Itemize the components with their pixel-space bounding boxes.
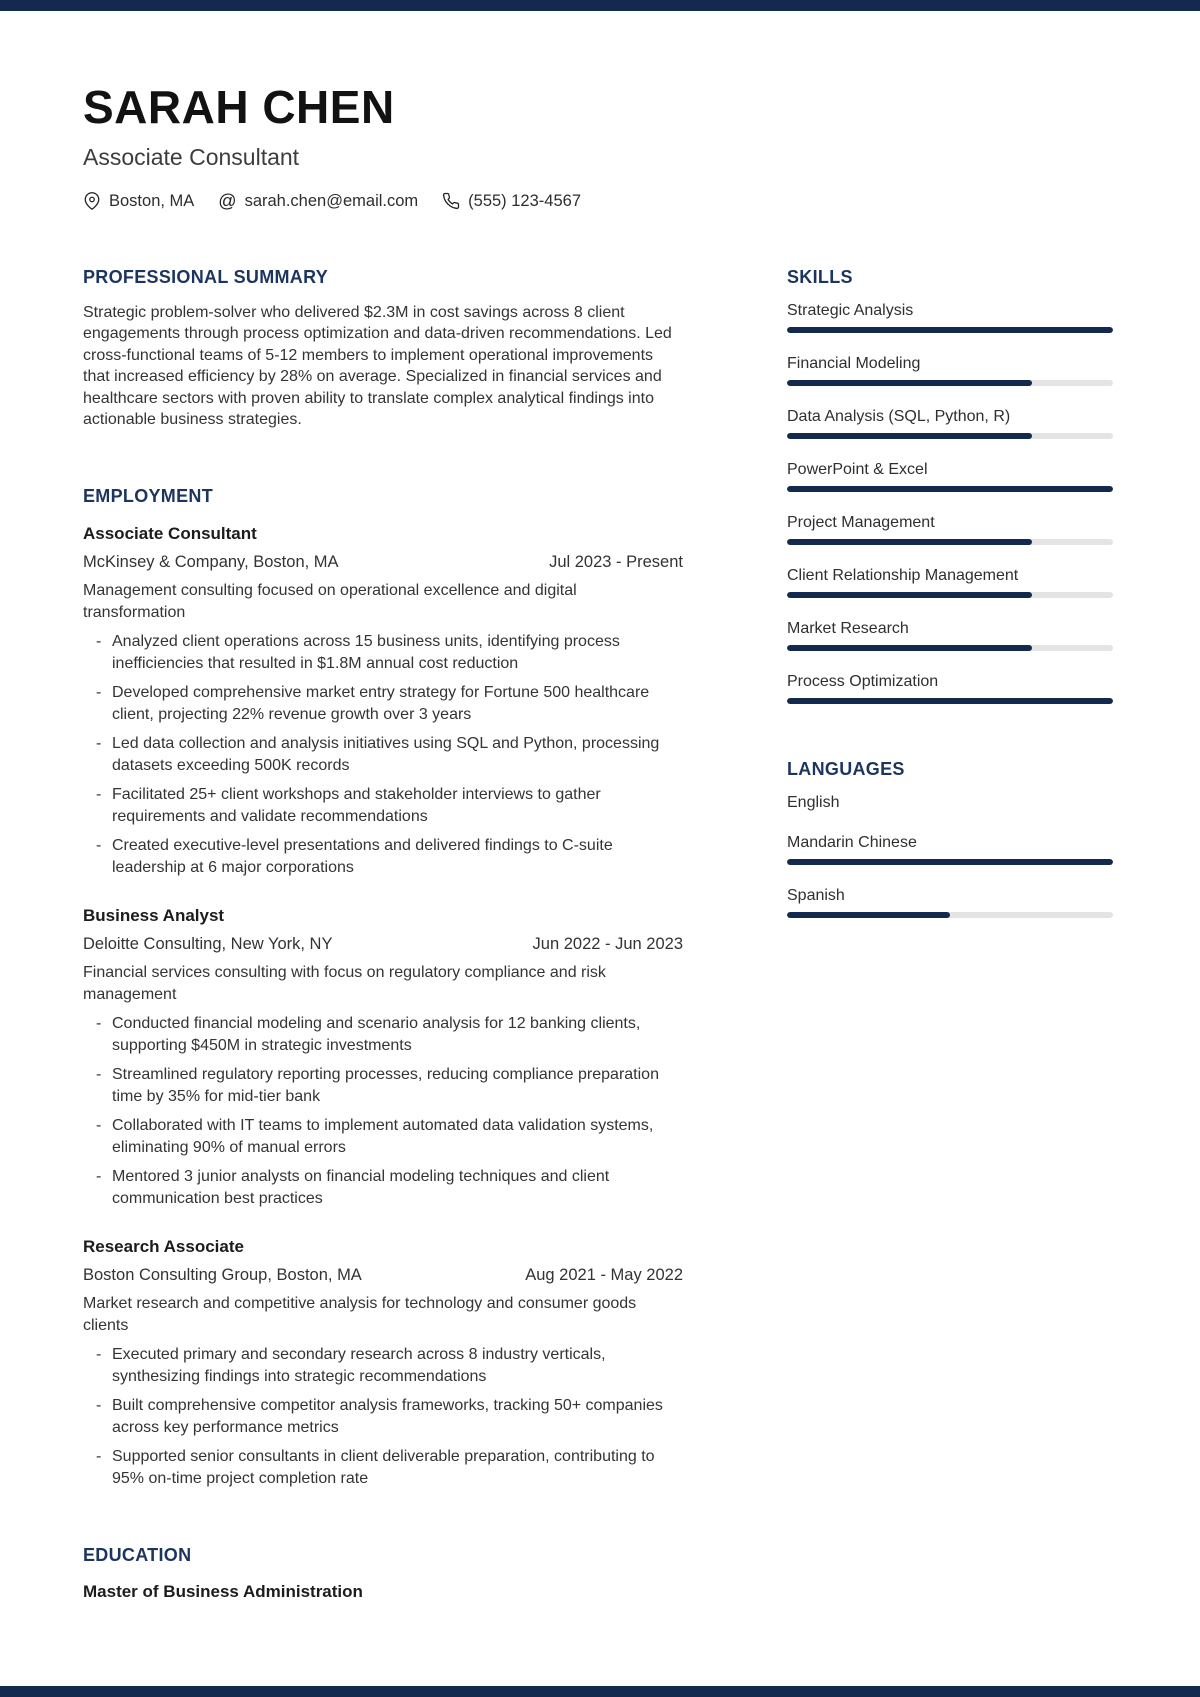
skill-item <box>787 355 1113 386</box>
skill-bar-fill <box>787 380 1032 386</box>
location-pin-icon <box>83 192 101 210</box>
skill-bar <box>787 698 1113 704</box>
skill-label: Process Optimization <box>787 672 939 690</box>
contact-phone-text: (555) 123-4567 <box>468 191 581 210</box>
top-accent-bar <box>0 0 1200 11</box>
job-title: Research Associate <box>83 1236 244 1256</box>
job-company: Boston Consulting Group, Boston, MA <box>83 1265 362 1284</box>
job-bullet-list <box>83 1344 683 1490</box>
skill-label: Project Management <box>787 513 935 531</box>
at-sign-icon: @ <box>218 191 237 212</box>
job-bullet: - Mentored 3 junior analysts on financial modeling techniques and client communication best practices <box>83 1166 683 1210</box>
summary-text: Strategic problem-solver who delivered $2.3M in cost savings across 8 client engagements through process optimization and data-driven recommendations. Led cross-functional teams of 5-12 members to implement operational improvements that increased efficiency by 28% on average. Specialized in financial services and healthcare sectors with proven ability to translate complex analytical findings into actionable business strategies. <box>83 303 672 429</box>
skill-label: Strategic Analysis <box>787 301 914 319</box>
job-dates: Jun 2022 - Jun 2023 <box>532 934 683 953</box>
job-bullet: - Facilitated 25+ client workshops and stakeholder interviews to gather requirements and validate recommendations <box>83 784 683 828</box>
job-bullet: - Supported senior consultants in client deliverable preparation, contributing to 95% on-time project completion rate <box>83 1446 683 1490</box>
skill-bar <box>787 645 1113 651</box>
job-bullet: - Analyzed client operations across 15 business units, identifying process inefficiencies that resulted in $1.8M annual cost reduction <box>83 631 683 675</box>
language-bar <box>787 859 1113 865</box>
job-title: Business Analyst <box>83 905 225 925</box>
language-label: Spanish <box>787 886 845 904</box>
skill-item <box>787 514 1113 545</box>
summary-section <box>83 267 683 431</box>
skill-bar-fill <box>787 327 1113 333</box>
main-column <box>83 267 683 1602</box>
skill-bar <box>787 539 1113 545</box>
job-meta-row <box>83 935 683 954</box>
job-bullet: - Developed comprehensive market entry strategy for Fortune 500 healthcare client, projecting 22% revenue growth over 3 years <box>83 682 683 726</box>
language-bar-fill <box>787 912 950 918</box>
skill-item <box>787 620 1113 651</box>
skill-label: PowerPoint & Excel <box>787 460 928 478</box>
skill-bar-fill <box>787 592 1032 598</box>
education-section <box>83 1545 683 1602</box>
skill-bar-fill <box>787 486 1113 492</box>
contact-location-text: Boston, MA <box>109 191 195 210</box>
job-dates: Aug 2021 - May 2022 <box>525 1265 683 1284</box>
job-description: Market research and competitive analysis for technology and consumer goods clients <box>83 1294 637 1334</box>
language-label: English <box>787 793 840 811</box>
job-description: Financial services consulting with focus on regulatory compliance and risk management <box>83 963 606 1003</box>
contact-location <box>83 192 194 211</box>
contact-email-text: sarah.chen@email.com <box>244 191 419 210</box>
skill-bar <box>787 433 1113 439</box>
job-bullet-list <box>83 1013 683 1210</box>
skill-bar <box>787 380 1113 386</box>
phone-icon <box>442 192 460 210</box>
job-bullet: - Collaborated with IT teams to implement automated data validation systems, eliminating 90% of manual errors <box>83 1115 683 1159</box>
languages-section <box>787 759 1113 918</box>
person-job-title: Associate Consultant <box>83 143 300 170</box>
job-dates: Jul 2023 - Present <box>549 552 683 571</box>
education-degree: Master of Business Administration <box>83 1581 363 1601</box>
job-entry <box>83 906 683 1210</box>
job-bullet: - Created executive-level presentations and delivered findings to C-suite leadership at 6 major corporations <box>83 835 683 879</box>
language-item <box>787 887 1113 918</box>
skill-item <box>787 408 1113 439</box>
job-bullet: - Conducted financial modeling and scenario analysis for 12 banking clients, supporting $450M in strategic investments <box>83 1013 683 1057</box>
job-company: Deloitte Consulting, New York, NY <box>83 934 333 953</box>
employment-heading: EMPLOYMENT <box>83 485 214 506</box>
resume-header <box>83 81 1113 212</box>
skill-bar-fill <box>787 539 1032 545</box>
skill-bar <box>787 592 1113 598</box>
skill-label: Data Analysis (SQL, Python, R) <box>787 407 1011 425</box>
languages-list <box>787 794 1113 918</box>
skill-bar-fill <box>787 698 1113 704</box>
skill-bar <box>787 486 1113 492</box>
person-name: SARAH CHEN <box>83 81 395 133</box>
skill-label: Market Research <box>787 619 909 637</box>
job-meta-row <box>83 1266 683 1285</box>
skill-item <box>787 461 1113 492</box>
skill-item <box>787 673 1113 704</box>
job-bullet: - Executed primary and secondary research across 8 industry verticals, synthesizing findings into strategic recommendations <box>83 1344 683 1388</box>
skill-label: Client Relationship Management <box>787 566 1019 584</box>
job-meta-row <box>83 553 683 572</box>
job-entry <box>83 1237 683 1490</box>
job-company: McKinsey & Company, Boston, MA <box>83 552 339 571</box>
contact-row <box>83 192 1113 211</box>
job-description: Management consulting focused on operational excellence and digital transformation <box>83 581 577 621</box>
bottom-accent-bar <box>0 1686 1200 1697</box>
job-entry <box>83 524 683 879</box>
content-columns <box>83 267 1113 1602</box>
languages-heading: LANGUAGES <box>787 758 905 779</box>
skills-list <box>787 302 1113 704</box>
skill-item <box>787 302 1113 333</box>
employment-section <box>83 486 683 1490</box>
skills-heading: SKILLS <box>787 266 853 287</box>
language-bar <box>787 912 1113 918</box>
summary-heading: PROFESSIONAL SUMMARY <box>83 266 329 287</box>
job-bullet-list <box>83 631 683 879</box>
skill-label: Financial Modeling <box>787 354 921 372</box>
skill-bar-fill <box>787 645 1032 651</box>
language-item <box>787 794 1113 812</box>
contact-email <box>218 192 418 211</box>
education-heading: EDUCATION <box>83 1544 192 1565</box>
job-title: Associate Consultant <box>83 523 257 543</box>
sidebar-column <box>787 267 1113 1602</box>
job-bullet: - Streamlined regulatory reporting processes, reducing compliance preparation time by 35% for mid-tier bank <box>83 1064 683 1108</box>
skill-item <box>787 567 1113 598</box>
skills-section <box>787 267 1113 704</box>
language-bar-fill <box>787 859 1113 865</box>
language-label: Mandarin Chinese <box>787 833 917 851</box>
skill-bar-fill <box>787 433 1032 439</box>
contact-phone <box>442 192 581 211</box>
skill-bar <box>787 327 1113 333</box>
job-bullet: - Led data collection and analysis initiatives using SQL and Python, processing datasets exceeding 500K records <box>83 733 683 777</box>
job-bullet: - Built comprehensive competitor analysis frameworks, tracking 50+ companies across key performance metrics <box>83 1395 683 1439</box>
language-item <box>787 834 1113 865</box>
